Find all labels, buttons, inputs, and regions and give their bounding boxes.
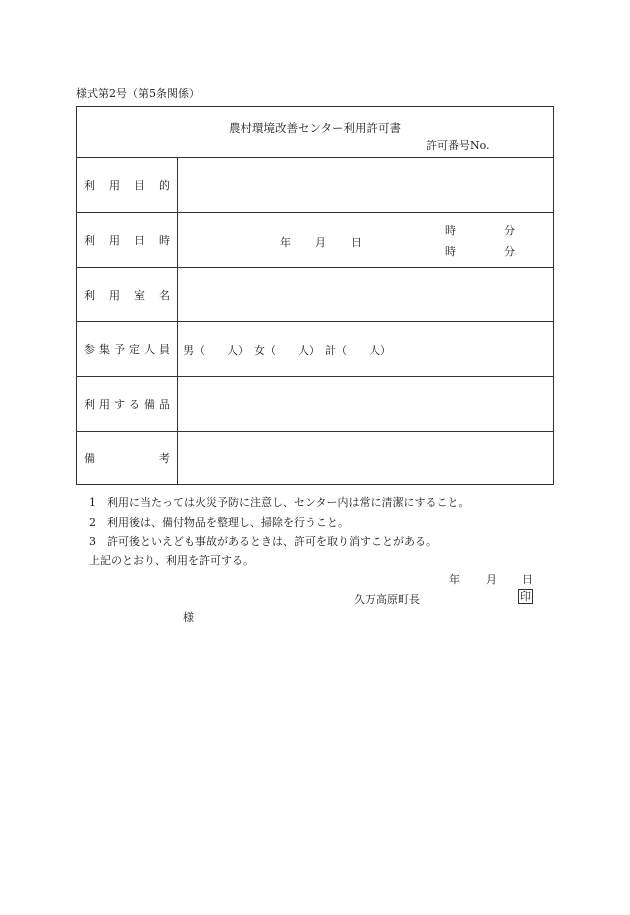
- label-char: 集: [99, 343, 110, 356]
- issue-date-month: 月: [486, 573, 497, 586]
- note-3: 3 許可後といえども事故があるときは、許可を取り消すことがある。: [89, 535, 437, 548]
- label-char: る: [129, 398, 140, 411]
- row-datetime: [77, 213, 553, 268]
- row-room: [77, 268, 553, 322]
- note-1: 1 利用に当たっては火災予防に注意し、センター内は常に清潔にすること。: [89, 496, 470, 509]
- row-purpose: [77, 158, 553, 213]
- recipient-suffix: 様: [183, 611, 194, 624]
- label-char: 室: [134, 288, 145, 302]
- start-hour: 時: [445, 224, 456, 237]
- label-cell-purpose: [77, 158, 178, 212]
- label-char: 人: [144, 343, 155, 356]
- room-field[interactable]: [178, 268, 553, 321]
- approval-statement: 上記のとおり、利用を許可する。: [89, 554, 254, 567]
- label-cell-datetime: [77, 213, 178, 267]
- attendees-label: [84, 341, 170, 357]
- label-char: 日: [134, 234, 145, 247]
- label-cell-equipment: [77, 377, 178, 431]
- label-char: 備: [84, 452, 95, 465]
- purpose-label: [84, 177, 170, 193]
- start-minute: 分: [504, 224, 515, 237]
- datetime-label: [84, 232, 170, 248]
- attendees-female: 女（ 人）: [254, 344, 320, 357]
- label-char: 利: [84, 398, 95, 411]
- label-char: 予: [114, 343, 125, 356]
- label-char: 用: [99, 398, 110, 411]
- room-label: [84, 287, 170, 303]
- label-char: 的: [159, 179, 170, 192]
- equipment-label: [84, 396, 170, 412]
- label-char: 時: [159, 234, 170, 247]
- label-char: 備: [144, 398, 155, 411]
- label-char: 利: [84, 234, 95, 247]
- label-cell-room: [77, 268, 178, 321]
- label-char: 利: [84, 179, 95, 192]
- attendees-male: 男（ 人）: [183, 344, 249, 357]
- label-char: 員: [159, 343, 170, 356]
- label-char: 定: [129, 343, 140, 356]
- date-day: 日: [351, 236, 362, 249]
- end-minute: 分: [504, 245, 515, 258]
- permit-number-label: 許可番号No.: [426, 139, 490, 152]
- label-char: 品: [159, 398, 170, 411]
- issue-date-year: 年: [449, 573, 460, 586]
- label-char: 利: [84, 288, 95, 302]
- purpose-field[interactable]: [178, 158, 553, 212]
- date-month: 月: [315, 236, 326, 249]
- equipment-field[interactable]: [178, 377, 553, 431]
- remarks-label: [84, 450, 170, 466]
- remarks-field[interactable]: [178, 432, 553, 484]
- label-char: す: [114, 398, 125, 411]
- form-title-row: [77, 107, 553, 158]
- permit-form-table: [76, 106, 554, 485]
- date-year: 年: [280, 236, 291, 249]
- label-cell-remarks: [77, 432, 178, 484]
- label-char: 考: [159, 452, 170, 465]
- row-equipment: [77, 377, 553, 432]
- form-number: 様式第2号（第5条関係）: [76, 87, 200, 100]
- attendees-total: 計（ 人）: [325, 344, 391, 357]
- row-attendees: [77, 322, 553, 377]
- note-2: 2 利用後は、備付物品を整理し、掃除を行うこと。: [89, 516, 349, 529]
- label-char: 名: [159, 288, 170, 302]
- label-char: 用: [109, 234, 120, 247]
- end-hour: 時: [445, 245, 456, 258]
- issuer-title: 久万高原町長: [354, 593, 420, 606]
- row-remarks: [77, 432, 553, 484]
- form-title: 農村環境改善センター利用許可書: [228, 121, 402, 135]
- label-char: 用: [109, 288, 120, 302]
- label-char: 目: [134, 179, 145, 192]
- seal-text: 印: [520, 590, 531, 603]
- label-char: 参: [84, 343, 95, 356]
- issue-date-day: 日: [522, 573, 533, 586]
- label-char: 用: [109, 179, 120, 192]
- label-cell-attendees: [77, 322, 178, 376]
- seal-mark: [518, 589, 533, 604]
